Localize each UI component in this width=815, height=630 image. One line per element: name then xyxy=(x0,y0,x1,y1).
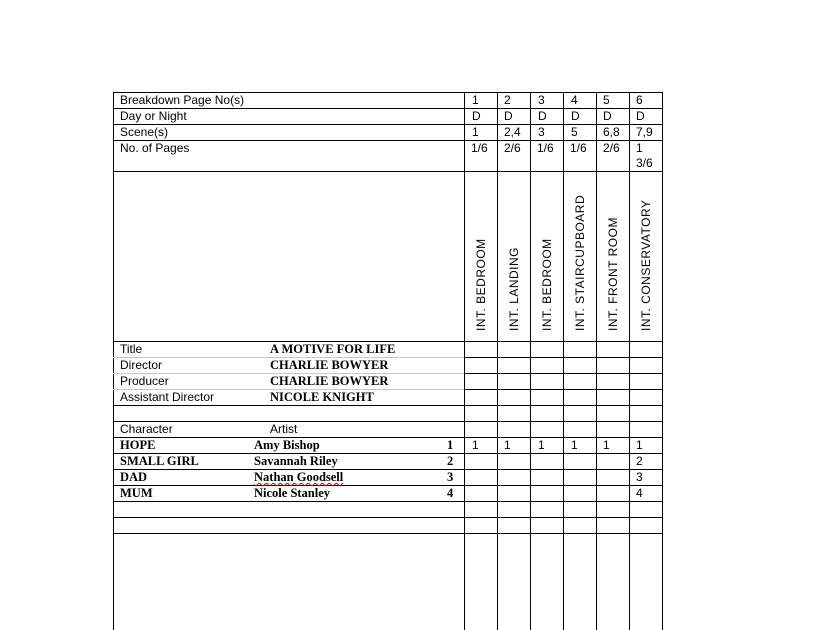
col-6-scene: 7,9 xyxy=(636,125,653,139)
col-4-page: 4 xyxy=(571,93,578,107)
col-1-pages: 1/6 xyxy=(471,141,488,155)
cast-character: DAD xyxy=(120,470,148,484)
col-2-pages: 2/6 xyxy=(504,141,521,155)
row-line xyxy=(113,501,663,502)
cast-id: 4 xyxy=(447,486,454,500)
cast-artist: Savannah Riley xyxy=(254,454,338,468)
col-4-location: INT. STAIRCUPBOARD xyxy=(573,194,587,331)
col-6-location: INT. CONSERVATORY xyxy=(639,199,653,331)
col-6-page: 6 xyxy=(636,93,643,107)
cast-mark: 1 xyxy=(571,438,578,452)
col-4-day-night: D xyxy=(571,109,580,123)
cast-id: 3 xyxy=(447,470,454,484)
col-5-location: INT. FRONT ROOM xyxy=(606,217,620,331)
day-night-label: Day or Night xyxy=(120,109,187,123)
breakdown-page-label: Breakdown Page No(s) xyxy=(120,93,245,107)
artist-header: Artist xyxy=(270,422,298,436)
cast-character: HOPE xyxy=(120,438,156,452)
column-divider xyxy=(629,92,630,630)
cast-mark: 1 xyxy=(538,438,545,452)
row-line xyxy=(113,437,663,438)
no-of-pages-label: No. of Pages xyxy=(120,141,190,155)
col-3-day-night: D xyxy=(538,109,547,123)
cast-mark: 1 xyxy=(504,438,511,452)
cast-id: 2 xyxy=(447,454,454,468)
col-4-pages: 1/6 xyxy=(570,141,587,155)
producer-label: Producer xyxy=(120,374,169,388)
cast-artist: Nicole Stanley xyxy=(254,486,331,500)
cast-artist: Nathan Goodsell xyxy=(254,470,344,484)
title-label: Title xyxy=(120,342,143,356)
row-line xyxy=(113,108,663,109)
column-divider xyxy=(497,92,498,630)
cast-mark: 1 xyxy=(472,438,479,452)
row-line xyxy=(464,373,663,374)
col-2-location: INT. LANDING xyxy=(507,246,521,331)
title-value: A MOTIVE FOR LIFE xyxy=(270,342,396,356)
col-1-location: INT. BEDROOM xyxy=(474,238,488,331)
col-1-page: 1 xyxy=(472,93,479,107)
col-6-pages-fraction: 3/6 xyxy=(636,156,653,170)
col-2-page: 2 xyxy=(504,93,511,107)
col-6-day-night: D xyxy=(636,109,645,123)
row-line xyxy=(113,533,663,534)
scenes-label: Scene(s) xyxy=(120,125,169,139)
column-divider xyxy=(464,92,465,630)
column-divider xyxy=(596,92,597,630)
column-divider xyxy=(563,92,564,630)
col-5-page: 5 xyxy=(603,93,610,107)
cast-id: 1 xyxy=(447,438,454,452)
character-header: Character xyxy=(120,422,173,436)
col-1-day-night: D xyxy=(472,109,481,123)
cast-mark: 2 xyxy=(636,454,643,468)
cast-character: MUM xyxy=(120,486,153,500)
col-3-scene: 3 xyxy=(538,125,545,139)
col-6-pages: 1 xyxy=(636,141,643,155)
cast-mark: 1 xyxy=(636,438,643,452)
col-3-location: INT. BEDROOM xyxy=(540,238,554,331)
col-2-day-night: D xyxy=(504,109,513,123)
row-line xyxy=(113,517,663,518)
right-border xyxy=(662,92,663,630)
left-border xyxy=(113,92,114,630)
col-5-day-night: D xyxy=(603,109,612,123)
col-4-scene: 5 xyxy=(571,125,578,139)
producer-value: CHARLIE BOWYER xyxy=(270,374,389,388)
col-3-page: 3 xyxy=(538,93,545,107)
col-3-pages: 1/6 xyxy=(537,141,554,155)
row-line xyxy=(113,124,663,125)
cast-mark: 1 xyxy=(603,438,610,452)
director-value: CHARLIE BOWYER xyxy=(270,358,389,372)
col-5-pages: 2/6 xyxy=(603,141,620,155)
col-5-scene: 6,8 xyxy=(603,125,620,139)
row-line xyxy=(113,469,663,470)
assistant-director-label: Assistant Director xyxy=(120,390,215,404)
column-divider xyxy=(530,92,531,630)
cast-artist: Amy Bishop xyxy=(254,438,320,452)
cast-mark: 3 xyxy=(636,470,643,484)
row-line xyxy=(113,171,663,172)
col-2-scene: 2,4 xyxy=(504,125,521,139)
row-line xyxy=(113,405,663,406)
row-line xyxy=(113,421,663,422)
row-line xyxy=(464,389,663,390)
row-line xyxy=(113,485,663,486)
assistant-director-value: NICOLE KNIGHT xyxy=(270,390,374,404)
row-line xyxy=(464,357,663,358)
director-label: Director xyxy=(120,358,163,372)
cast-mark: 4 xyxy=(636,486,643,500)
col-1-scene: 1 xyxy=(472,125,479,139)
cast-character: SMALL GIRL xyxy=(120,454,199,468)
